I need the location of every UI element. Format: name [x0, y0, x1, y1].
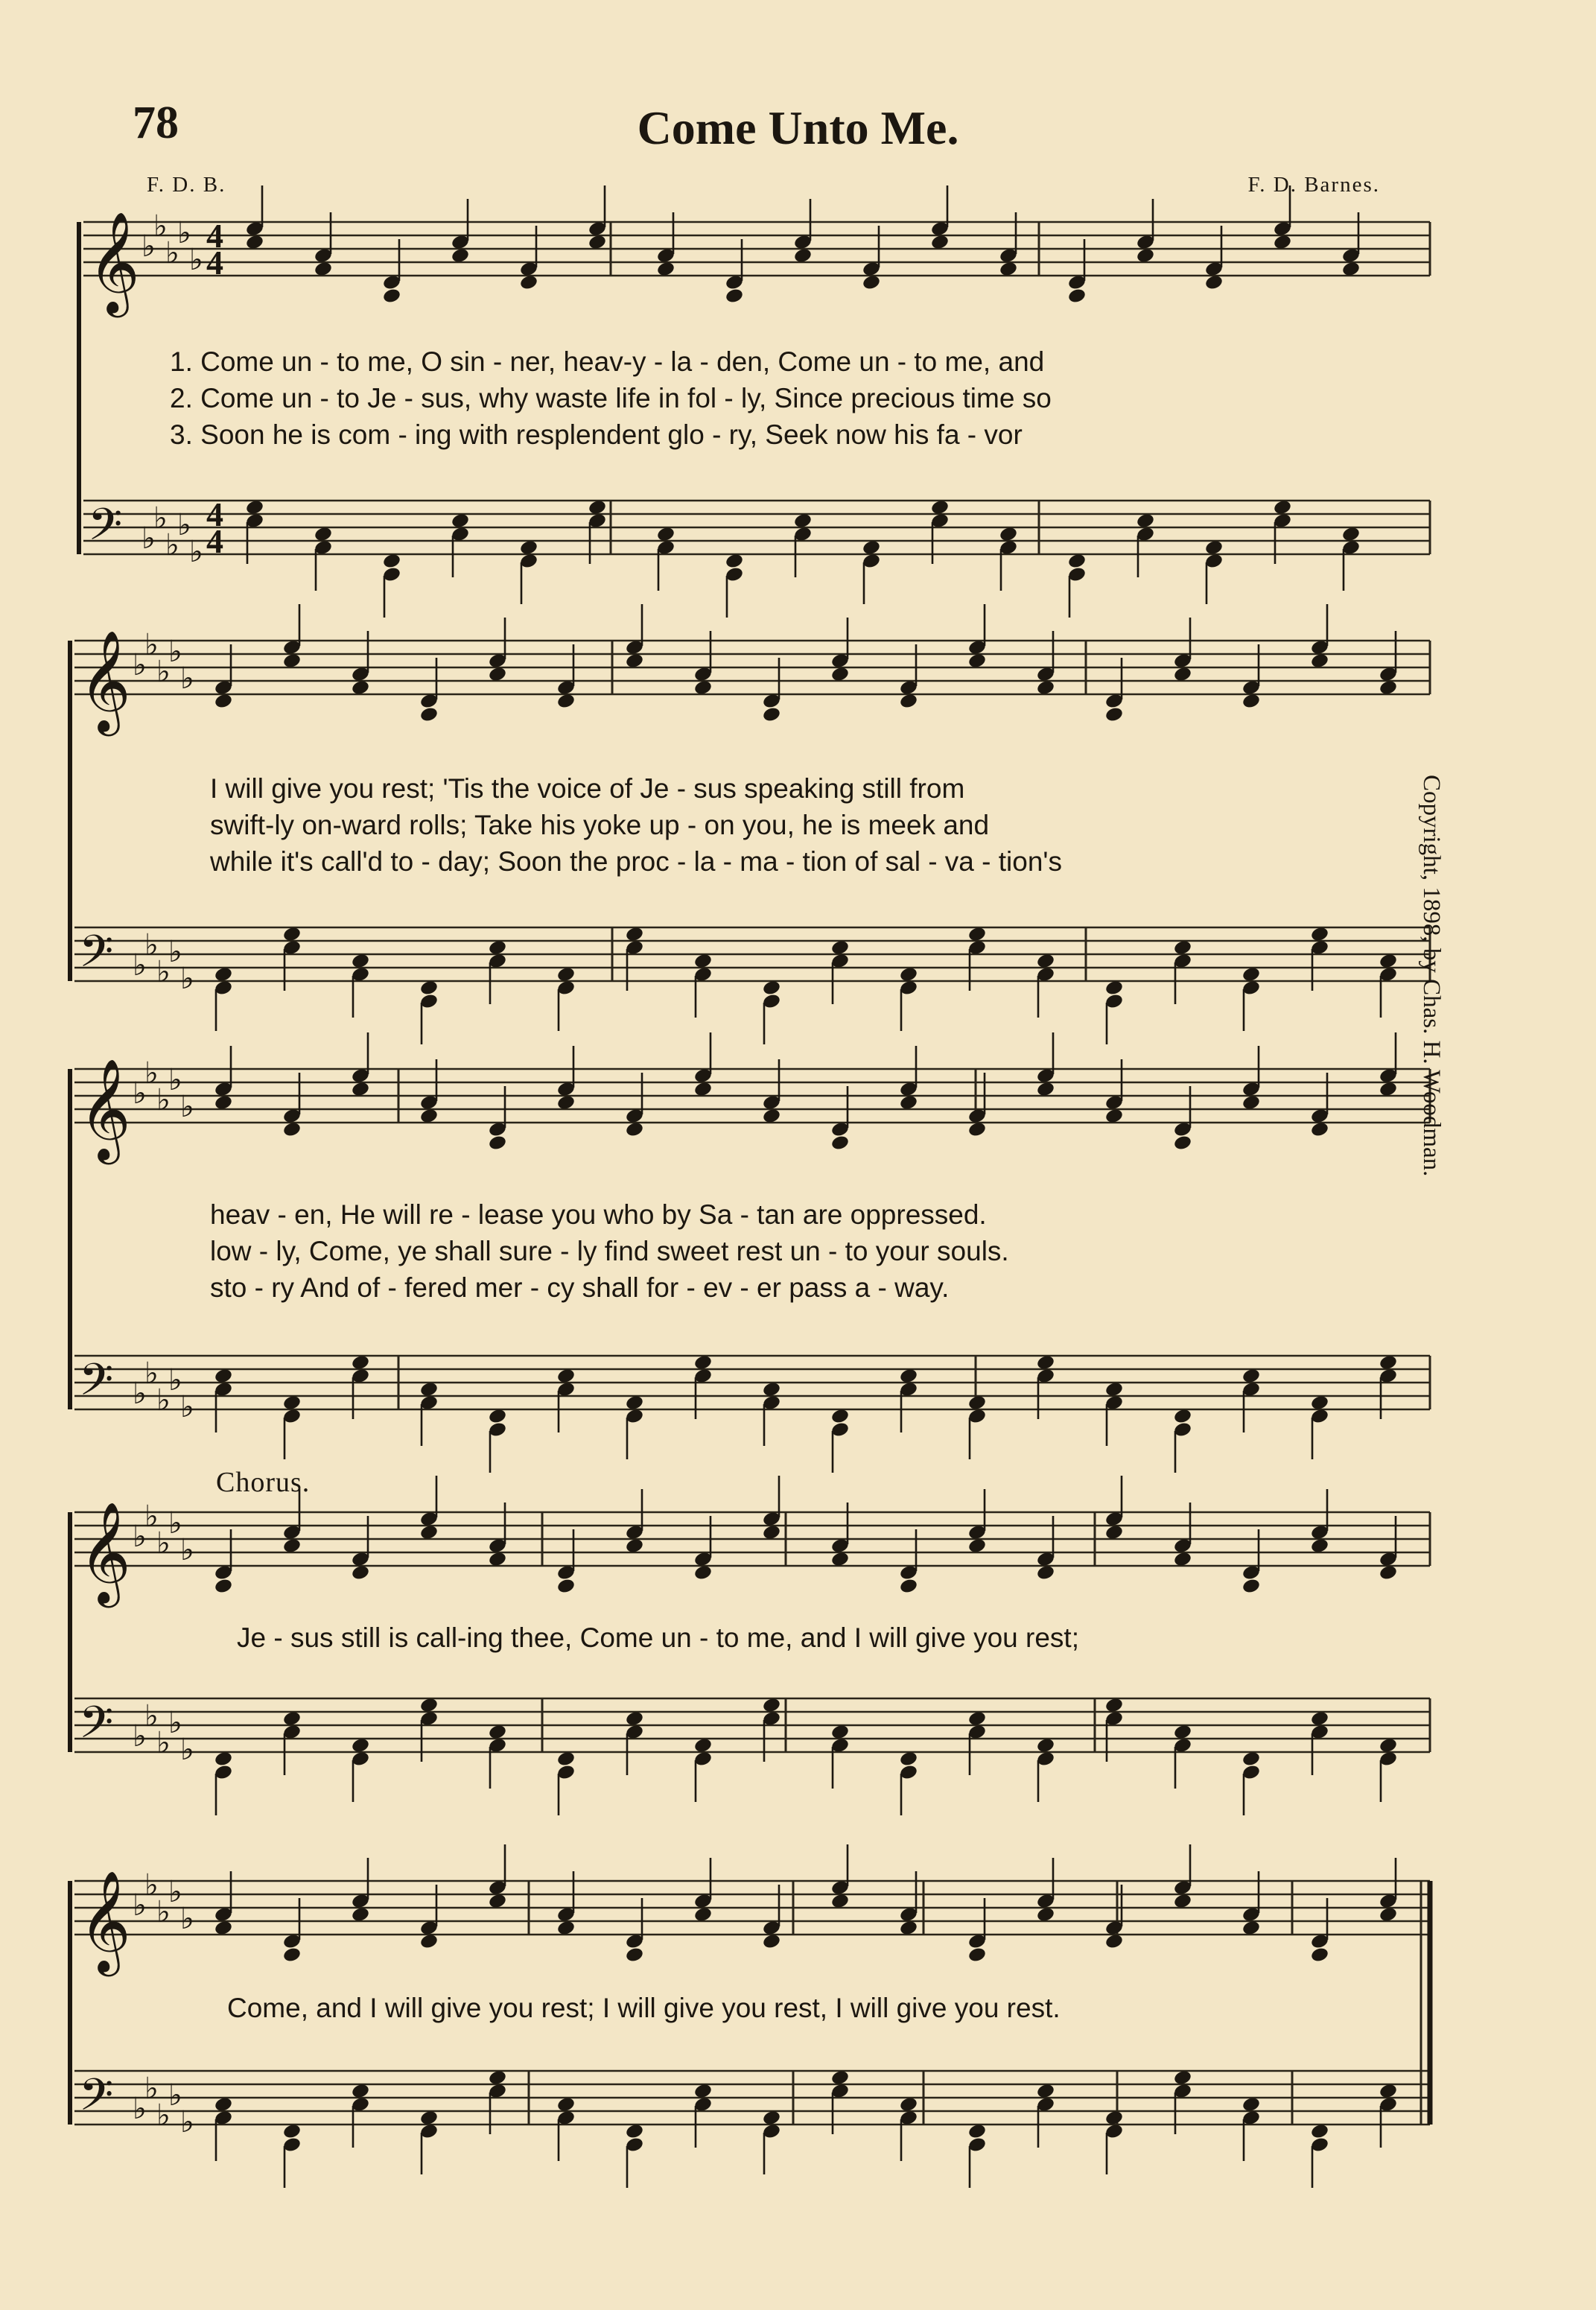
verse-2-line-2: swift-ly on-ward rolls; Take his yoke up - on you, he is meek and	[210, 810, 990, 840]
flat-icon: ♭	[156, 655, 171, 689]
verse-1-line-1: 1. Come un - to me, O sin - ner, heav-y - la - den, Come un - to me, and	[170, 346, 1045, 377]
note-head	[488, 1135, 507, 1152]
verse-3-line-3: sto - ry And of - fered mer - cy shall for - ev - er pass a - way.	[210, 1272, 950, 1303]
note-head	[899, 1578, 918, 1595]
verse-2-line-3: low - ly, Come, ye shall sure - ly find sweet rest un - to your souls.	[210, 1236, 1009, 1266]
flat-icon: ♭	[180, 1902, 194, 1936]
note-head	[382, 288, 401, 305]
flat-icon: ♭	[156, 1083, 171, 1117]
flat-icon: ♭	[156, 955, 171, 989]
note-head	[1173, 1135, 1192, 1152]
flat-icon: ♭	[133, 1888, 147, 1923]
note-head	[282, 1946, 302, 1964]
flat-icon: ♭	[180, 1090, 194, 1124]
flat-icon: ♭	[133, 1076, 147, 1111]
note-head	[214, 1578, 233, 1595]
note-head	[830, 1135, 850, 1152]
flat-icon: ♭	[144, 1357, 159, 1391]
flat-icon: ♭	[156, 1383, 171, 1418]
bass-clef-icon: 𝄢	[79, 1354, 114, 1416]
bass-clef-icon: 𝄢	[79, 925, 114, 988]
flat-icon: ♭	[156, 1726, 171, 1760]
time-signature-top: 4	[206, 217, 223, 255]
chorus-line-1: Je - sus still is call-ing thee, Come un - to me, and I will give you rest;	[237, 1622, 1079, 1653]
verse-2-line-1: 2. Come un - to Je - sus, why waste life in fol - ly, Since precious time so	[170, 383, 1052, 413]
flat-icon: ♭	[180, 962, 194, 996]
flat-icon: ♭	[144, 1500, 159, 1534]
flat-icon: ♭	[180, 1733, 194, 1767]
flat-icon: ♭	[156, 1526, 171, 1561]
flat-icon: ♭	[168, 1063, 182, 1097]
treble-clef-icon: 𝄞	[79, 1869, 131, 1972]
note-head	[1067, 288, 1087, 305]
flat-icon: ♭	[144, 1868, 159, 1903]
flat-icon: ♭	[144, 2072, 159, 2106]
note-head	[1310, 1946, 1329, 1964]
flat-icon: ♭	[168, 1706, 182, 1740]
copyright-notice: Copyright, 1898, by Chas. H. Woodman.	[1418, 775, 1445, 1177]
flat-icon: ♭	[180, 2105, 194, 2139]
hymn-title: Come Unto Me.	[637, 101, 959, 154]
flat-icon: ♭	[156, 1895, 171, 1929]
flat-icon: ♭	[189, 535, 203, 569]
flat-icon: ♭	[144, 628, 159, 662]
bass-clef-icon: 𝄢	[79, 2069, 114, 2131]
flat-icon: ♭	[168, 1875, 182, 1909]
verse-1-line-3: heav - en, He will re - lease you who by Sa - tan are oppressed.	[210, 1199, 987, 1230]
verse-1-line-2: I will give you rest; 'Tis the voice of Je - sus speaking still from	[210, 773, 965, 804]
flat-icon: ♭	[133, 1520, 147, 1554]
note-head	[419, 706, 439, 723]
verse-3-line-1: 3. Soon he is com - ing with resplendent glo - ry, Seek now his fa - vor	[170, 419, 1023, 450]
flat-icon: ♭	[142, 521, 156, 556]
flat-icon: ♭	[168, 2078, 182, 2113]
verse-3-line-2: while it's call'd to - day; Soon the proc - la - ma - tion of sal - va - tion's	[210, 846, 1062, 877]
flat-icon: ♭	[133, 648, 147, 682]
bass-clef-icon: 𝄢	[88, 498, 123, 561]
treble-clef-icon: 𝄞	[79, 1500, 131, 1603]
time-signature-bottom: 4	[206, 522, 223, 560]
note-head	[1104, 706, 1124, 723]
flat-icon: ♭	[144, 1699, 159, 1733]
flat-icon: ♭	[153, 501, 168, 536]
time-signature-bottom: 4	[206, 244, 223, 282]
flat-icon: ♭	[177, 216, 191, 250]
flat-icon: ♭	[165, 528, 179, 562]
treble-clef-icon: 𝄞	[88, 210, 140, 313]
flat-icon: ♭	[177, 508, 191, 542]
flat-icon: ♭	[156, 2098, 171, 2133]
flat-icon: ♭	[144, 1056, 159, 1091]
flat-icon: ♭	[142, 229, 156, 264]
treble-clef-icon: 𝄞	[79, 1057, 131, 1160]
flat-icon: ♭	[165, 236, 179, 270]
music-credit: F. D. Barnes.	[1247, 173, 1380, 197]
flat-icon: ♭	[153, 209, 168, 244]
flat-icon: ♭	[144, 928, 159, 962]
flat-icon: ♭	[168, 1506, 182, 1540]
time-signature-top: 4	[206, 495, 223, 533]
flat-icon: ♭	[133, 1377, 147, 1411]
note-head	[556, 1578, 576, 1595]
note-head	[1241, 1578, 1261, 1595]
chorus-line-2: Come, and I will give you rest; I will give you rest, I will give you rest.	[227, 1993, 1061, 2023]
chorus-label: Chorus.	[216, 1467, 311, 1498]
bass-clef-icon: 𝄢	[79, 1696, 114, 1759]
flat-icon: ♭	[133, 948, 147, 983]
page-number: 78	[133, 98, 179, 148]
flat-icon: ♭	[168, 1363, 182, 1397]
words-credit: F. D. B.	[147, 173, 226, 197]
flat-icon: ♭	[180, 1533, 194, 1567]
note-head	[625, 1946, 644, 1964]
flat-icon: ♭	[180, 661, 194, 696]
flat-icon: ♭	[189, 243, 203, 277]
treble-clef-icon: 𝄞	[79, 629, 131, 732]
flat-icon: ♭	[133, 1719, 147, 1754]
note-head	[967, 1946, 987, 1964]
note-head	[725, 288, 744, 305]
note-head	[762, 706, 781, 723]
flat-icon: ♭	[133, 2092, 147, 2126]
flat-icon: ♭	[168, 935, 182, 969]
flat-icon: ♭	[180, 1390, 194, 1424]
flat-icon: ♭	[168, 635, 182, 669]
